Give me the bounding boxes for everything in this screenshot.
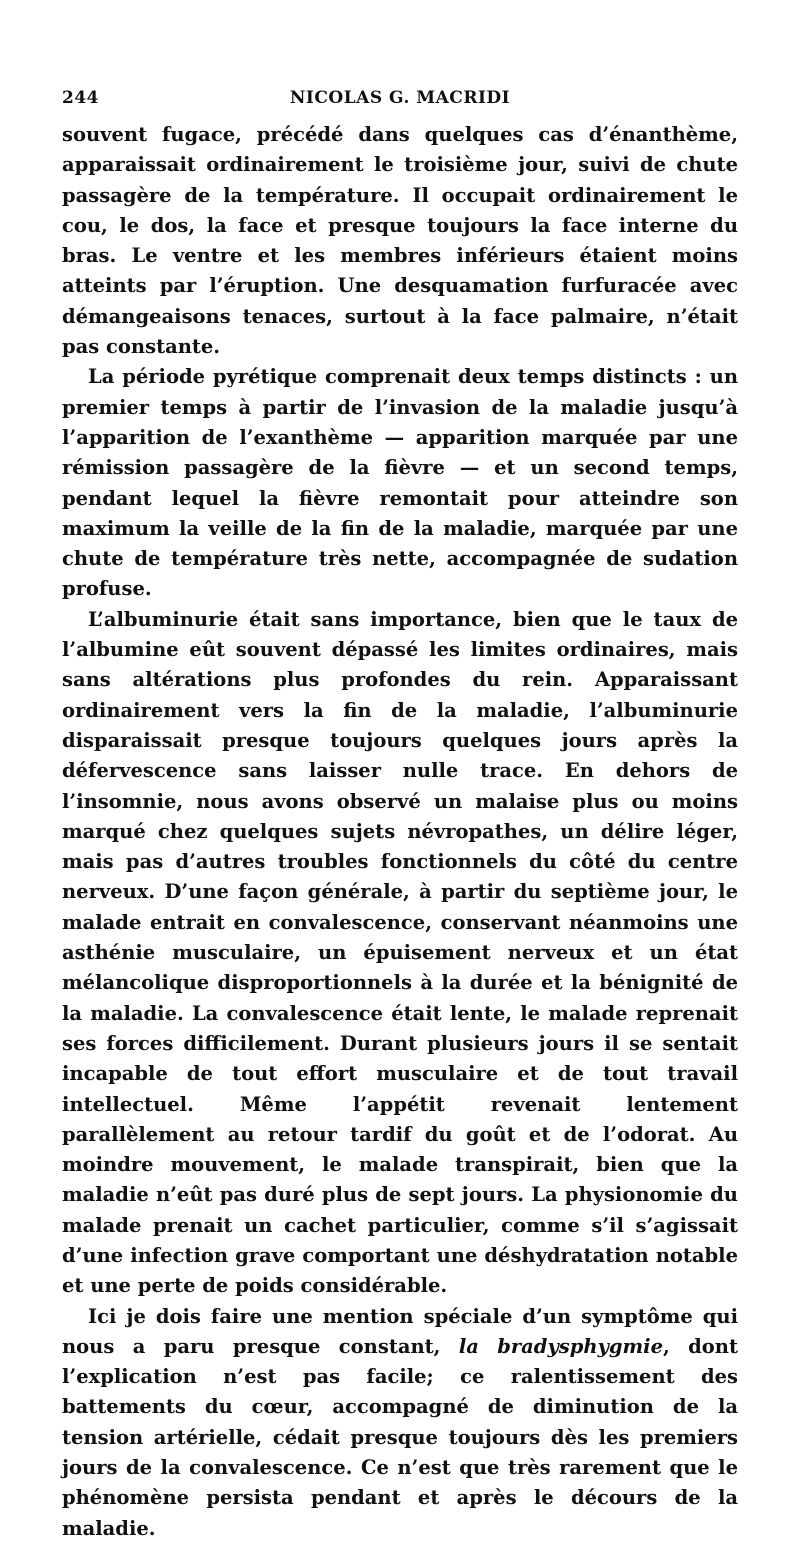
document-page	[62, 84, 738, 1544]
paragraph-4	[62, 1302, 738, 1544]
paragraph-2: La période pyrétique comprenait deux temps distincts : un premier temps à partir de l’invasion de la maladie jusqu’à l’apparition de l’exanthème — apparition marquée par une rémission passagère de la fièvre — et un second temps, pendant lequel la fièvre remontait pour atteindre son maximum la veille de la fin de la maladie, marquée par une chute de température très nette, accompagnée de sudation profuse.	[62, 365, 738, 601]
body-text	[62, 120, 738, 1544]
paragraph-1: souvent fugace, précédé dans quelques cas d’énanthème, apparaissait ordinairement le troisième jour, suivi de chute passagère de la température. Il occupait ordinairement le cou, le dos, la face et presque toujours la face interne du bras. Le ventre et les membres inférieurs étaient moins atteints par l’éruption. Une desquamation furfuracée avec démangeaisons tenaces, surtout à la face palmaire, n’était pas constante.	[62, 123, 738, 359]
running-title: NICOLAS G. MACRIDI	[289, 88, 511, 108]
paragraph-4-end: , dont l’explication n’est pas facile; ce ralentissement des battements du cœur, accompagné de diminution de la tension artérielle, cédait presque toujours dès les premiers jours de la convalescence. Ce n’est que très rarement que le phénomène persista pendant et après le décours de la maladie.	[62, 1334, 738, 1540]
paragraph-4-italic-term: la bradysphygmie	[458, 1334, 663, 1358]
paragraph-3: L’albuminurie était sans importance, bien que le taux de l’albumine eût souvent dépassé les limites ordinaires, mais sans altérations plus profondes du rein. Apparaissant ordinairement vers la fin de la maladie, l’albuminurie disparaissait presque toujours quelques jours après la défervescence sans laisser nulle trace. En dehors de l’insomnie, nous avons observé un malaise plus ou moins marqué chez quelques sujets névropathes, un délire léger, mais pas d’autres troubles fonctionnels du côté du centre nerveux. D’une façon générale, à partir du septième jour, le malade entrait en convalescence, conservant néanmoins une asthénie musculaire, un épuisement nerveux et un état mélancolique disproportionnels à la durée et la bénignité de la maladie. La convalescence était lente, le malade reprenait ses forces difficilement. Durant plusieurs jours il se sentait incapable de tout effort musculaire et de tout travail intellectuel. Même l’appétit revenait lentement parallèlement au retour tardif du goût et de l’odorat. Au moindre mouvement, le malade transpirait, bien que la maladie n’eût pas duré plus de sept jours. La physionomie du malade prenait un cachet particulier, comme s’il s’agissait d’une infection grave comportant une déshydratation notable et une perte de poids considérable.	[62, 607, 738, 1298]
paragraph-4-start: Ici je dois faire une mention spéciale d’un symptôme qui nous a paru presque constant,	[62, 1304, 738, 1358]
page-number: 244	[62, 88, 99, 108]
page-header	[62, 84, 738, 120]
